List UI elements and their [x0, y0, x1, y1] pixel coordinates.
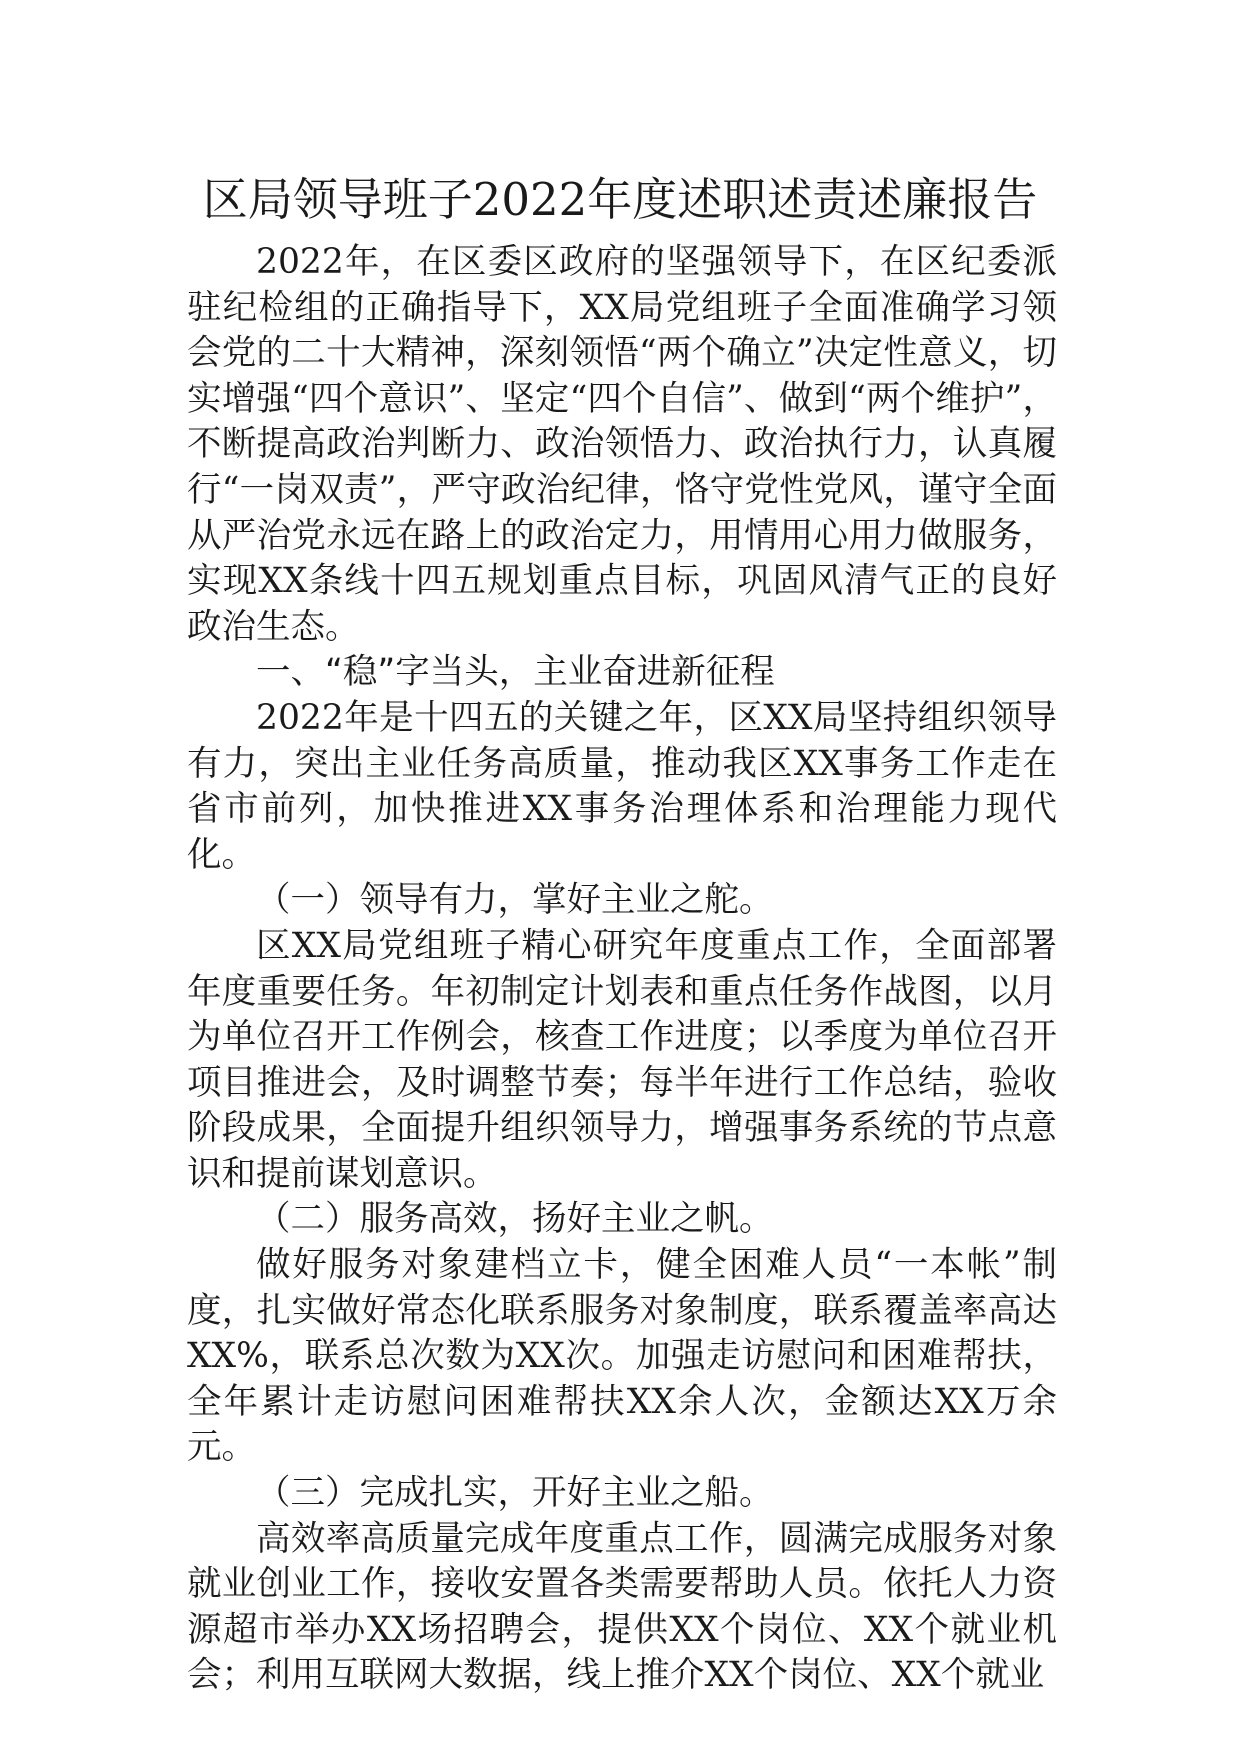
subsection-heading: （一）领导有力，掌好主业之舵。 — [256, 880, 774, 921]
subsection-paragraph: 区XX局党组班子精心研究年度重点工作，全面部署年度重要任务。年初制定计划表和重点任务作战图，以月为单位召开工作例会，核查工作进度；以季度为单位召开项目推进会，及时调整节奏；每半年进行工作总结，验收阶段成果，全面提升组织领导力，增强事务系统的节点意识和提前谋划意识。 — [187, 925, 1057, 1194]
subsection-heading: （三）完成扎实，开好主业之船。 — [256, 1473, 774, 1514]
intro-paragraph: 2022年，在区委区政府的坚强领导下，在区纪委派驻纪检组的正确指导下，XX局党组班子全面准确学习领会党的二十大精神，深刻领悟“两个确立”决定性意义，切实增强“四个意识”、坚定“四个自信”、做到“两个维护”，不断提高政治判断力、政治领悟力、政治执行力，认真履行“一岗双责”，严守政治纪律，恪守党性党风，谨守全面从严治党永远在路上的政治定力，用情用心用力做服务，实现XX条线十四五规划重点目标，巩固风清气正的良好政治生态。 — [187, 242, 1057, 647]
subsection-heading: （二）服务高效，扬好主业之帆。 — [256, 1199, 774, 1240]
subsection-paragraph: 高效率高质量完成年度重点工作，圆满完成服务对象就业创业工作，接收安置各类需要帮助人员。依托人力资源超市举办XX场招聘会，提供XX个岗位、XX个就业机会；利用互联网大数据，线上推介XX个岗位、XX个就业 — [187, 1518, 1057, 1696]
document-body — [187, 240, 1057, 1699]
document-title: 区局领导班子2022年度述职述责述廉报告 — [202, 173, 1038, 226]
section-paragraph: 2022年是十四五的关键之年，区XX局坚持组织领导有力，突出主业任务高质量，推动我区XX事务工作走在省市前列，加快推进XX事务治理体系和治理能力现代化。 — [187, 697, 1057, 875]
subsection-paragraph: 做好服务对象建档立卡，健全困难人员“一本帐”制度，扎实做好常态化联系服务对象制度，联系覆盖率高达XX%，联系总次数为XX次。加强走访慰问和困难帮扶，全年累计走访慰问困难帮扶XX余人次，金额达XX万余元。 — [187, 1245, 1057, 1468]
section-heading: 一、“稳”字当头，主业奋进新征程 — [256, 652, 775, 693]
